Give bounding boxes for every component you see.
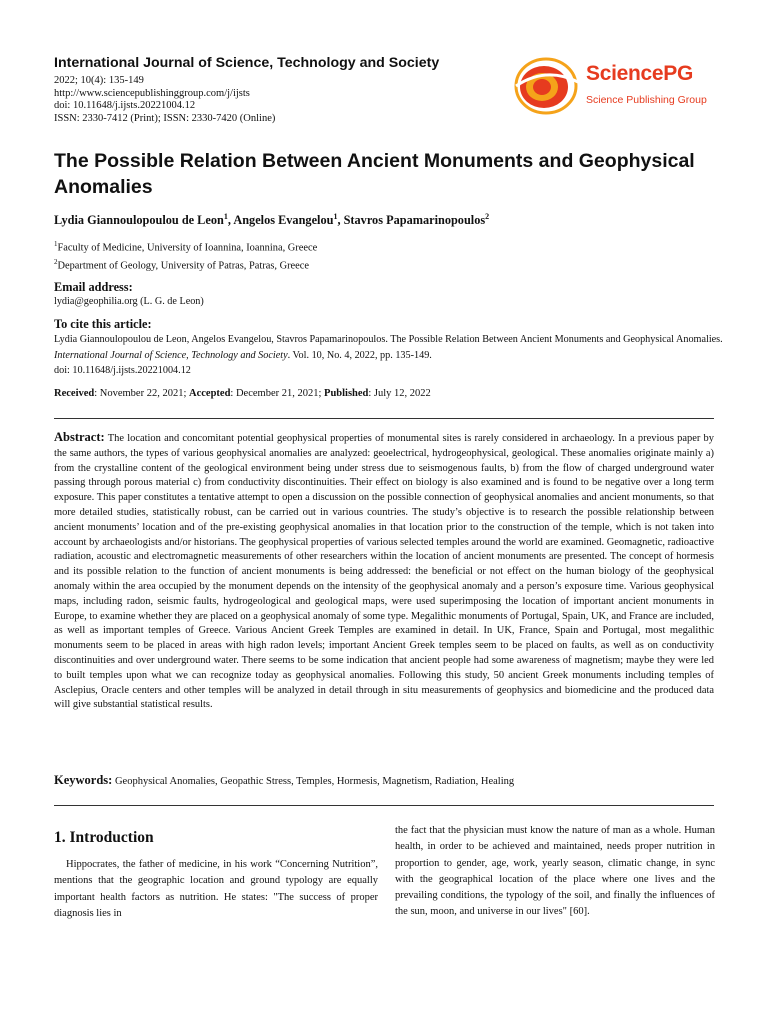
- accepted-date: : December 21, 2021;: [230, 388, 325, 399]
- affiliation-text: Faculty of Medicine, University of Ioannina, Ioannina, Greece: [57, 242, 318, 254]
- affiliation-mark: 2: [54, 258, 58, 266]
- affiliation: [54, 240, 724, 253]
- publisher-logo: [512, 56, 712, 116]
- affiliation-text: Department of Geology, University of Patras, Patras, Greece: [57, 260, 310, 272]
- journal-title: International Journal of Science, Technology and Society: [54, 55, 440, 71]
- divider: [54, 805, 714, 806]
- citation-text: [54, 332, 724, 379]
- author-separator: ,: [227, 213, 234, 228]
- email-address-link[interactable]: lydia@geophilia.org (L. G. de Leon): [54, 296, 204, 307]
- author-affiliation-mark: 1: [333, 212, 338, 221]
- citation-doi: doi: 10.11648/j.ijsts.20221004.12: [54, 365, 191, 376]
- paper-title: The Possible Relation Between Ancient Monuments and Geophysical Anomalies: [54, 150, 695, 198]
- received-label: Received: [54, 388, 95, 399]
- author-name: Lydia Giannoulopoulou de Leon: [54, 213, 224, 228]
- published-date: : July 12, 2022: [368, 388, 431, 399]
- divider: [54, 418, 714, 419]
- logo-name: SciencePG: [586, 62, 694, 85]
- volume-pages: 2022; 10(4): 135-149: [54, 75, 144, 86]
- keywords: [54, 773, 714, 788]
- journal-header: [54, 55, 524, 125]
- cite-label: To cite this article:: [54, 317, 152, 331]
- accepted-label: Accepted: [189, 388, 231, 399]
- email-label: Email address:: [54, 280, 133, 294]
- logo-subtitle: Science Publishing Group: [586, 94, 707, 106]
- author-affiliation-mark: 1: [223, 212, 228, 221]
- published-label: Published: [324, 388, 369, 399]
- journal-doi: doi: 10.11648/j.ijsts.20221004.12: [54, 100, 196, 112]
- author-separator: ,: [337, 213, 344, 228]
- author-affiliation-mark: 2: [485, 212, 490, 221]
- author-name: Stavros Papamarinopoulos: [343, 213, 486, 228]
- section-heading: 1. Introduction: [54, 829, 154, 846]
- abstract-label: Abstract:: [54, 430, 105, 444]
- abstract-text: The location and concomitant potential geophysical properties of monumental sites is rarely considered in archaeology. In a previous paper by the same authors, the types of various geophysical anomalies are analyzed: geoelectrical, hydrogeophysical, geological. These anomalies originate mainly a) from the crystalline content of the geological environment being under stress due to seismogenous faults, b) from the flow of charged underground water passing through porous material c) from conductivity discontinuities. Their effect on biology is also examined and is found to be negative over a long term exposure. This paper constitutes a tentative attempt to open a discussion on the possible connection of geophysical anomalies and ancient monuments, so that more detailed studies, statistically robust, can be carried out in various countries. The study’s objective is to research the possible relationship between ancient monuments’ location and of the pre-existing geophysical anomalies in that location prior to the construction of the temple, which is not taken into account by archaeologists and/or historians. The geophysical properties of various selected temples around the world are examined. Geomagnetic, radioactive radiation, acoustic and electromagnetic measurements of other researchers within the location of ancient monuments are presented. The concept of hormesis and its possible relation to the function of ancient monuments is being addressed: the beneficial or not effect on the human biology of the geophysical anomaly within the area occupied by the monument depends on the intensity of the geophysical anomaly and a person’s exposure time. Various geophysical maps, including radon, seismic faults, hydrogeological and geological maps, were used superimposing the location of important ancient monuments in Europe, to examine whether they are placed on a geophysical anomaly of some type. Megalithic monuments of Portugal, Spain, UK, and France are included, as well as important temples of Greece. Various Ancient Greek Temples are examined in detail. In UK, France, Spain and Portugal, most megalithic monuments seem to be placed in areas with high radon levels; important Ancient Greek temples seem to be placed on faults, as well as on conductivity discontinuities and over underground water. There seems to be some indication that ancient people had some awareness of magnetism; maybe they were led to built temples upon what we can recognize today as geophysical anomalies. Following this study, 50 ancient Greek monuments including temples of Asclepius, Oracle centers and other temples will be analyzed in detail through in situ measurements of geophysics and biomedicine and the produced data will give substantial statistical results.: [54, 433, 714, 711]
- citation-volume: . Vol. 10, No. 4, 2022, pp. 135-149.: [287, 349, 432, 361]
- author-name: Angelos Evangelou: [233, 213, 334, 228]
- journal-url-link[interactable]: http://www.sciencepublishinggroup.com/j/ijsts: [54, 87, 250, 99]
- body-column-left: Hippocrates, the father of medicine, in his work “Concerning Nutrition”, mentions that the geographic location and ground typology are equally important health factors as nutrition. He states: "The success of proper diagnosis lies in: [54, 859, 378, 919]
- sciencepg-logo-icon: [512, 56, 582, 116]
- publication-dates: [54, 388, 431, 399]
- affiliation: [54, 258, 724, 271]
- citation-authors-title: Lydia Giannoulopoulou de Leon, Angelos Evangelou, Stavros Papamarinopoulos. The Possible Relation Between Ancient Monuments and Geophysical Anomalies.: [54, 334, 723, 345]
- author-list: [54, 212, 724, 228]
- abstract: [54, 430, 714, 713]
- citation-journal: International Journal of Science, Technology and Society: [54, 349, 288, 361]
- journal-issn: ISSN: 2330-7412 (Print); ISSN: 2330-7420 (Online): [54, 112, 276, 124]
- affiliation-mark: 1: [54, 240, 58, 248]
- received-date: : November 22, 2021;: [94, 388, 190, 399]
- keywords-label: Keywords:: [54, 773, 113, 787]
- keywords-text: Geophysical Anomalies, Geopathic Stress, Temples, Hormesis, Magnetism, Radiation, Healing: [114, 776, 515, 787]
- body-column-right: the fact that the physician must know the nature of man as a whole. Human health, in order to be achieved and maintained, needs proper nutrition in proportion to gender, age, work, yearly season, climatic change, in sync with the geographical location of the place where one lives and the prevailing conditions, the typology of the soil, and finally the influences of the sun, moon, and universe in our lives" [60].: [395, 825, 715, 918]
